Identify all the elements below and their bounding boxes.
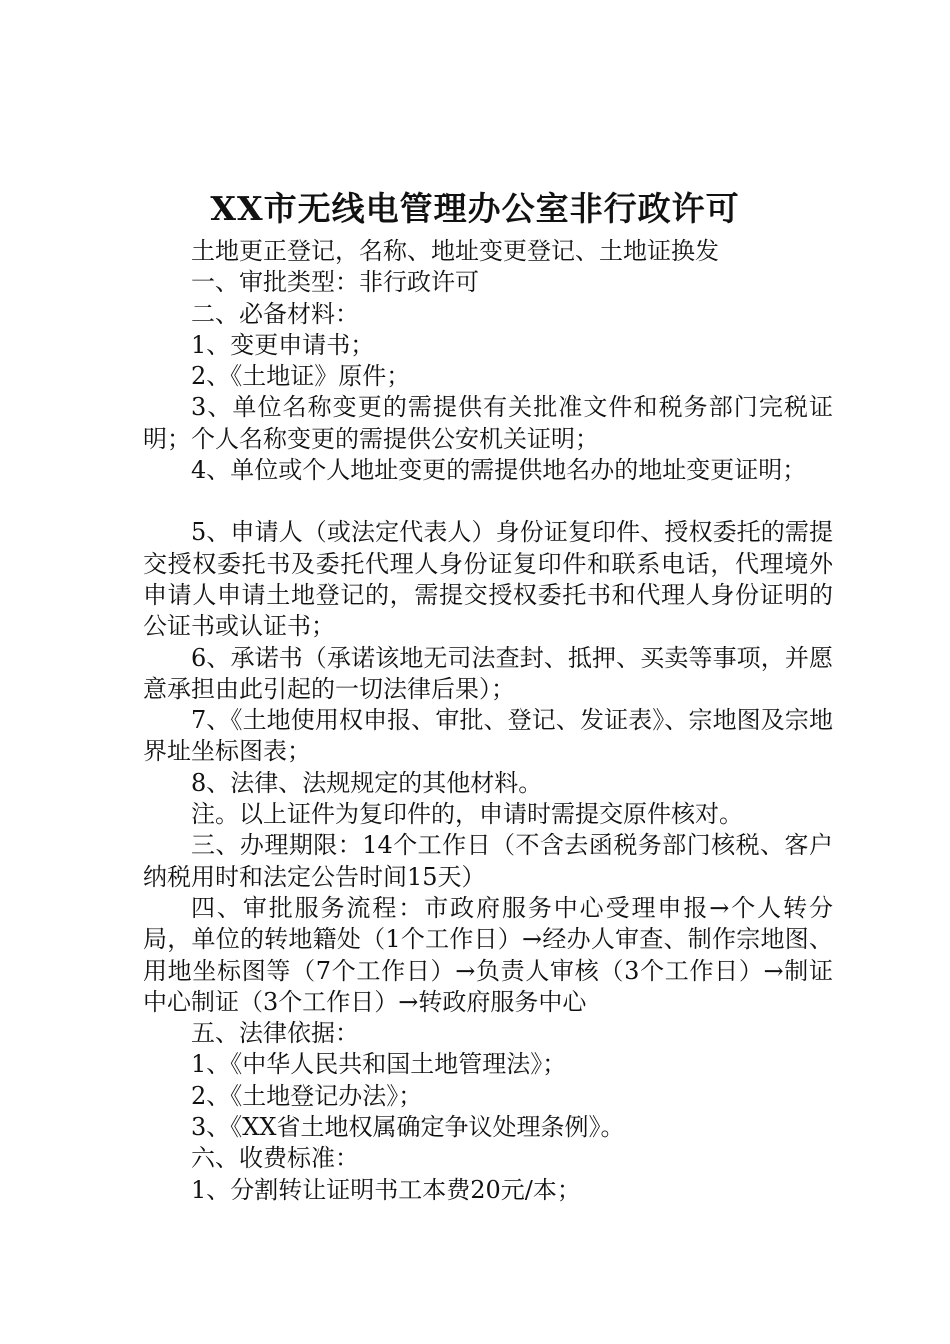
paragraph: 8、法律、法规规定的其他材料。: [191, 768, 543, 797]
paragraph: 三、办理期限：14个工作日（不含去函税务部门核税、客户纳税用时和法定公告时间15天）: [143, 831, 833, 891]
paragraph: 六、收费标准：: [191, 1144, 359, 1173]
paragraph: 注。以上证件为复印件的，申请时需提交原件核对。: [191, 800, 743, 829]
document-title: XX市无线电管理办公室非行政许可: [210, 189, 740, 228]
paragraph: 一、审批类型：非行政许可: [191, 268, 479, 297]
paragraph: 3、单位名称变更的需提供有关批准文件和税务部门完税证明；个人名称变更的需提供公安机关证明；: [143, 393, 833, 453]
paragraph: 6、承诺书（承诺该地无司法查封、抵押、买卖等事项，并愿意承担由此引起的一切法律后果）；: [143, 643, 833, 703]
paragraph: 2、《土地证》原件；: [191, 362, 411, 391]
paragraph: 土地更正登记，名称、地址变更登记、土地证换发: [191, 237, 719, 265]
paragraph: 1、变更申请书；: [191, 330, 375, 359]
paragraph: 7、《土地使用权申报、审批、登记、发证表》、宗地图及宗地界址坐标图表；: [143, 706, 833, 766]
paragraph: 1、《中华人民共和国土地管理法》；: [191, 1050, 567, 1079]
paragraph: 二、必备材料：: [191, 299, 359, 328]
paragraph: 4、单位或个人地址变更的需提供地名办的地址变更证明；: [191, 456, 807, 485]
paragraph: 四、审批服务流程：市政府服务中心受理申报→个人转分局，单位的转地籍处（1个工作日）→经办人审查、制作宗地图、用地坐标图等（7个工作日）→负责人审核（3个工作日）→制证中心制证（3个工作日）→转政府服务中心: [143, 893, 833, 1016]
paragraph: 5、申请人（或法定代表人）身份证复印件、授权委托的需提交授权委托书及委托代理人身份证复印件和联系电话，代理境外申请人申请土地登记的，需提交授权委托书和代理人身份证明的公证书或认证书；: [143, 518, 833, 641]
paragraph: 1、分割转让证明书工本费20元/本；: [191, 1175, 581, 1204]
paragraph: 2、《土地登记办法》；: [191, 1081, 423, 1110]
document-body: [143, 236, 833, 1206]
paragraph: 五、法律依据：: [191, 1019, 359, 1048]
paragraph: 3、《XX省土地权属确定争议处理条例》。: [191, 1113, 625, 1142]
